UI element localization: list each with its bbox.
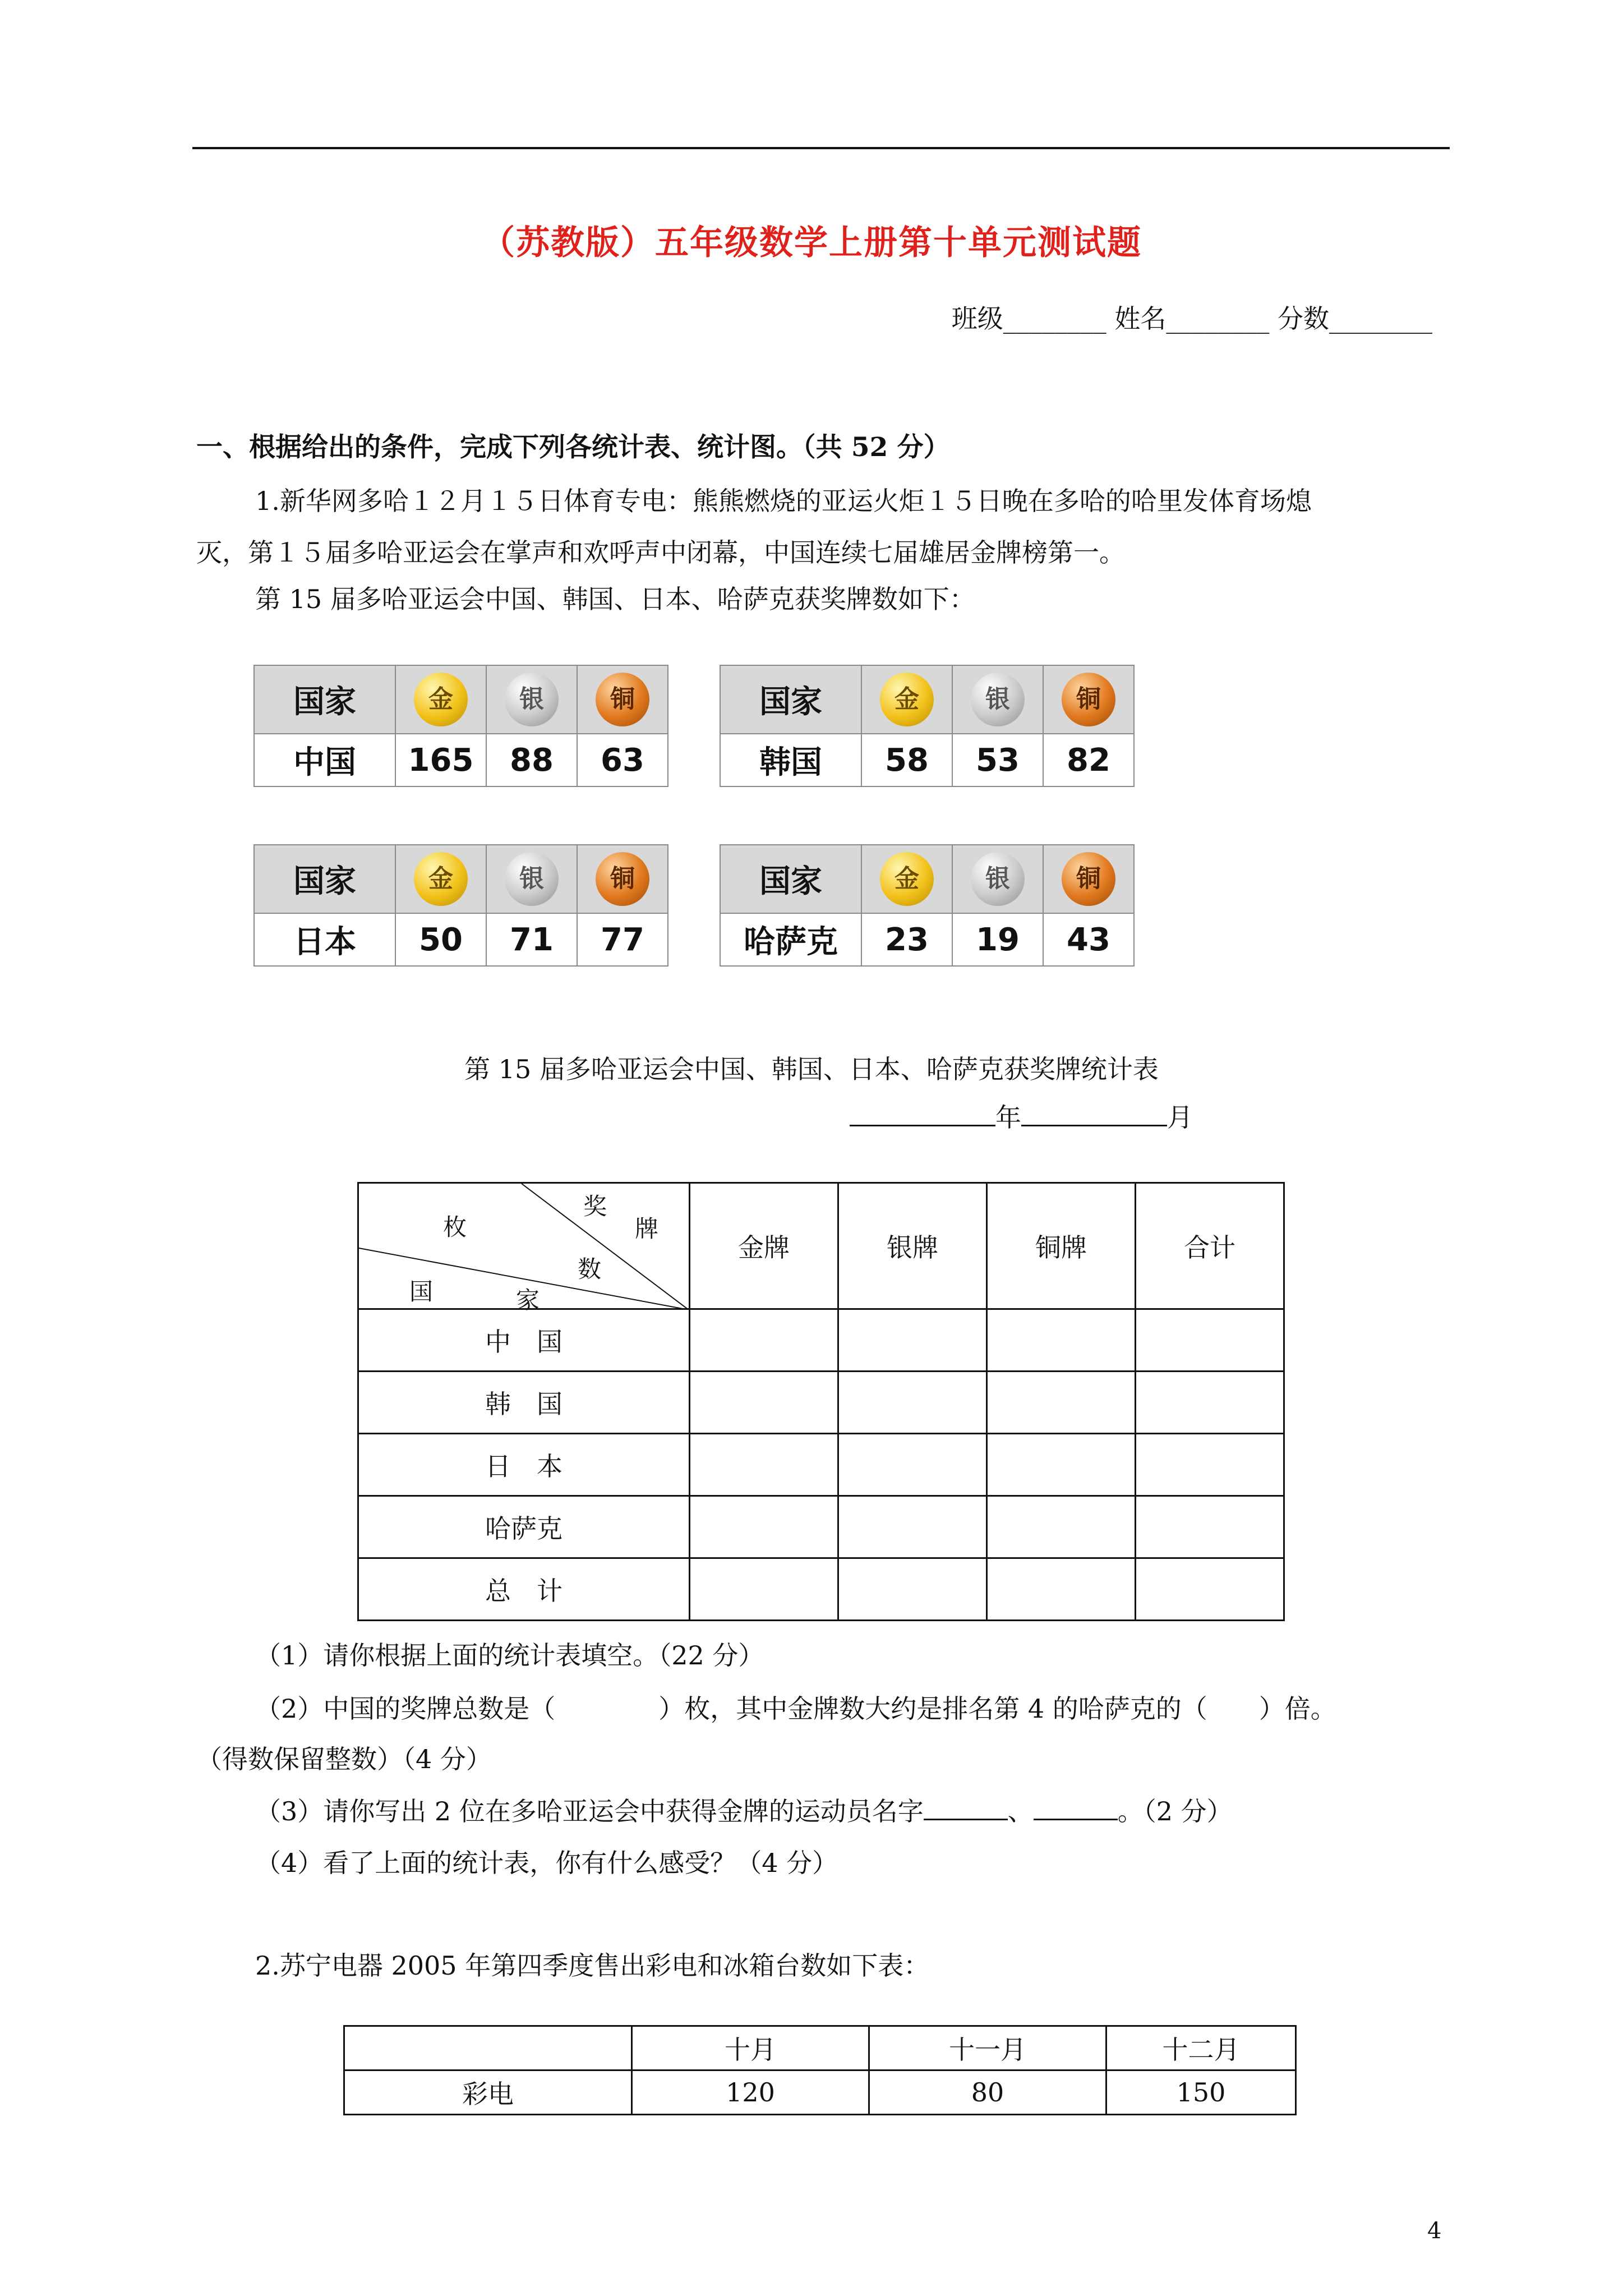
- bronze-count: 63: [577, 734, 668, 786]
- stat-table-caption: 第 15 届多哈亚运会中国、韩国、日本、哈萨克获奖牌统计表: [464, 1054, 1159, 1084]
- medal-table-korea: [720, 665, 1135, 787]
- medal-table-china: [253, 665, 668, 787]
- table-row: [358, 1434, 1284, 1496]
- sub-question-2-note: （得数保留整数）（4 分）: [196, 1744, 492, 1774]
- silver-medal-icon: 银: [505, 673, 559, 726]
- student-info-line: [952, 298, 1432, 335]
- fill-cell[interactable]: [838, 1558, 987, 1621]
- fill-cell[interactable]: [987, 1434, 1136, 1496]
- fill-cell[interactable]: [1136, 1372, 1284, 1434]
- bronze-count: 82: [1043, 734, 1134, 786]
- col-header-nov: 十一月: [869, 2026, 1106, 2070]
- country-header: 国家: [720, 665, 861, 734]
- silver-medal-icon: 银: [971, 852, 1025, 906]
- year-blank[interactable]: [850, 1102, 995, 1126]
- top-rule: [192, 147, 1450, 149]
- table-row: [358, 1558, 1284, 1621]
- q1-line3: 第 15 届多哈亚运会中国、韩国、日本、哈萨克获奖牌数如下：: [255, 584, 975, 614]
- gold-count: 58: [861, 734, 952, 786]
- date-line: [850, 1097, 1193, 1134]
- col-header-oct: 十月: [632, 2026, 869, 2070]
- row-label: 哈萨克: [358, 1496, 690, 1558]
- row-label: 日 本: [358, 1434, 690, 1496]
- col-header-bronze: 铜牌: [987, 1183, 1136, 1309]
- fill-cell[interactable]: [1136, 1309, 1284, 1372]
- fill-cell[interactable]: [690, 1309, 838, 1372]
- silver-count: 53: [952, 734, 1043, 786]
- col-header-gold: 金牌: [690, 1183, 838, 1309]
- silver-count: 19: [952, 913, 1043, 966]
- silver-medal-icon: 银: [971, 673, 1025, 726]
- month-label: 月: [1167, 1102, 1193, 1133]
- page-number: 4: [1427, 2218, 1442, 2244]
- corner-label-6: 家: [516, 1286, 540, 1314]
- q2-intro: 2.苏宁电器 2005 年第四季度售出彩电和冰箱台数如下表：: [255, 1950, 930, 1981]
- sales-table: [343, 2025, 1297, 2115]
- fill-cell[interactable]: [690, 1558, 838, 1621]
- bronze-count: 77: [577, 913, 668, 966]
- gold-medal-icon: 金: [414, 673, 468, 726]
- stat-table: [357, 1182, 1285, 1621]
- corner-label-4: 数: [578, 1255, 602, 1283]
- col-header-total: 合计: [1136, 1183, 1284, 1309]
- corner-label-1: 奖: [583, 1193, 607, 1220]
- table-row: [358, 1496, 1284, 1558]
- row-label: 韩 国: [358, 1372, 690, 1434]
- corner-cell: [358, 1183, 690, 1314]
- silver-count: 71: [486, 913, 577, 966]
- sub-question-3-sep: 、: [1007, 1796, 1034, 1826]
- score-label: 分数: [1278, 303, 1329, 334]
- table-row: [344, 2026, 1296, 2070]
- name-blank[interactable]: ________: [1166, 303, 1270, 334]
- table-row: [358, 1309, 1284, 1372]
- fill-cell[interactable]: [987, 1309, 1136, 1372]
- gold-count: 50: [395, 913, 486, 966]
- col-header-silver: 银牌: [838, 1183, 987, 1309]
- fill-cell[interactable]: [690, 1434, 838, 1496]
- fill-cell[interactable]: [1136, 1434, 1284, 1496]
- cell-value: 150: [1106, 2070, 1296, 2115]
- country-name: 哈萨克: [720, 913, 861, 966]
- bronze-medal-icon: 铜: [596, 673, 649, 726]
- q1-line2: 灭，第１５届多哈亚运会在掌声和欢呼声中闭幕，中国连续七届雄居金牌榜第一。: [196, 537, 1125, 568]
- year-label: 年: [995, 1102, 1021, 1133]
- country-header: 国家: [254, 845, 395, 913]
- gold-medal-icon: 金: [880, 852, 934, 906]
- bronze-medal-icon: 铜: [596, 852, 649, 906]
- col-header-blank: [344, 2026, 632, 2070]
- country-name: 韩国: [720, 734, 861, 786]
- cell-value: 120: [632, 2070, 869, 2115]
- sub-question-3-text: （3）请你写出 2 位在多哈亚运会中获得金牌的运动员名字: [255, 1796, 924, 1826]
- fill-cell[interactable]: [987, 1558, 1136, 1621]
- row-label: 彩电: [344, 2070, 632, 2115]
- sub-question-2: （2）中国的奖牌总数是（ ）枚，其中金牌数大约是排名第 4 的哈萨克的（ ）倍。: [255, 1694, 1336, 1724]
- bronze-count: 43: [1043, 913, 1134, 966]
- month-blank[interactable]: [1021, 1102, 1167, 1126]
- corner-label-3: 枚: [443, 1213, 467, 1241]
- silver-medal-icon: 银: [505, 852, 559, 906]
- row-label: 总 计: [358, 1558, 690, 1621]
- bronze-medal-icon: 铜: [1062, 852, 1115, 906]
- fill-cell[interactable]: [838, 1434, 987, 1496]
- medal-table-kazakhstan: [720, 844, 1135, 967]
- corner-label-2: 牌: [635, 1215, 659, 1243]
- sub-question-3-end: 。（2 分）: [1117, 1796, 1233, 1826]
- country-header: 国家: [254, 665, 395, 734]
- fill-cell[interactable]: [1136, 1496, 1284, 1558]
- row-label: 中 国: [358, 1309, 690, 1372]
- gold-medal-icon: 金: [880, 673, 934, 726]
- fill-cell[interactable]: [690, 1496, 838, 1558]
- sub-question-4: （4）看了上面的统计表，你有什么感受？（4 分）: [255, 1848, 838, 1878]
- country-name: 中国: [254, 734, 395, 786]
- corner-label-5: 国: [409, 1278, 434, 1305]
- gold-medal-icon: 金: [414, 852, 468, 906]
- sub-question-1: （1）请你根据上面的统计表填空。（22 分）: [255, 1640, 764, 1671]
- col-header-dec: 十二月: [1106, 2026, 1296, 2070]
- page-title: （苏教版）五年级数学上册第十单元测试题: [481, 223, 1142, 263]
- table-row: [344, 2070, 1296, 2115]
- bronze-medal-icon: 铜: [1062, 673, 1115, 726]
- sub-question-3: [255, 1786, 1233, 1837]
- athlete-blank-2[interactable]: [1034, 1796, 1118, 1820]
- fill-cell[interactable]: [987, 1496, 1136, 1558]
- score-blank[interactable]: ________: [1329, 303, 1432, 334]
- fill-cell[interactable]: [838, 1496, 987, 1558]
- q1-line1: 1.新华网多哈１２月１５日体育专电：熊熊燃烧的亚运火炬１５日晚在多哈的哈里发体育场熄: [255, 486, 1312, 516]
- fill-cell[interactable]: [987, 1372, 1136, 1434]
- athlete-blank-1[interactable]: [924, 1796, 1008, 1820]
- cell-value: 80: [869, 2070, 1106, 2115]
- gold-count: 165: [395, 734, 486, 786]
- country-name: 日本: [254, 913, 395, 966]
- country-header: 国家: [720, 845, 861, 913]
- table-row: [358, 1372, 1284, 1434]
- class-blank[interactable]: ________: [1003, 303, 1106, 334]
- fill-cell[interactable]: [838, 1372, 987, 1434]
- medal-table-japan: [253, 844, 668, 967]
- fill-cell[interactable]: [690, 1372, 838, 1434]
- fill-cell[interactable]: [1136, 1558, 1284, 1621]
- section-heading: 一、根据给出的条件，完成下列各统计表、统计图。（共 52 分）: [196, 432, 950, 463]
- gold-count: 23: [861, 913, 952, 966]
- fill-cell[interactable]: [838, 1309, 987, 1372]
- class-label: 班级: [951, 303, 1003, 334]
- name-label: 姓名: [1114, 303, 1166, 334]
- silver-count: 88: [486, 734, 577, 786]
